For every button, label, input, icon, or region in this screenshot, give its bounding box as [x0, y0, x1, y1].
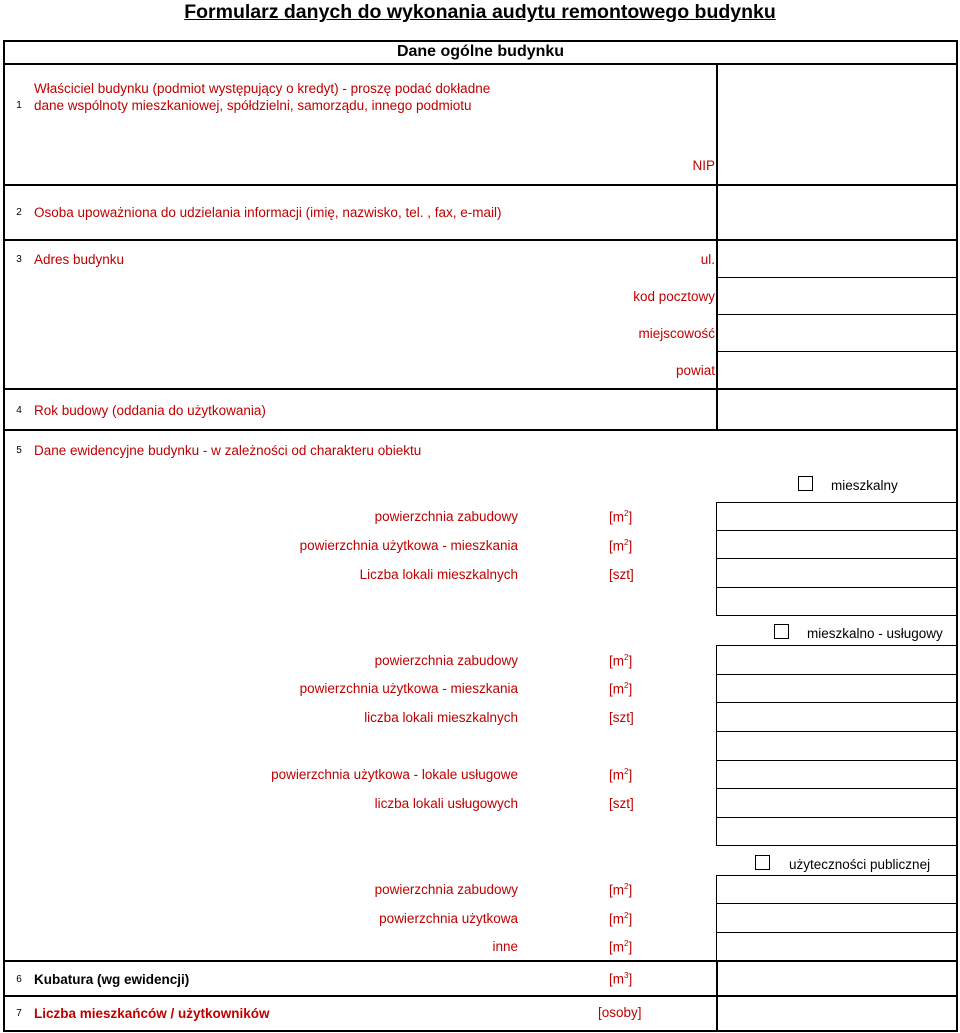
- nip-label: NIP: [692, 158, 715, 173]
- field-label: powierzchnia użytkowa - mieszkania: [299, 538, 518, 553]
- owner-input[interactable]: [718, 63, 958, 184]
- field-label: Liczba lokali mieszkalnych: [359, 567, 518, 582]
- city-label: miejscowość: [638, 326, 715, 341]
- county-label: powiat: [675, 363, 715, 378]
- postal-code-label: kod pocztowy: [633, 289, 715, 304]
- row-label-occupants: Liczba mieszkańców / użytkowników: [34, 1006, 270, 1021]
- divider: [716, 645, 717, 845]
- row-number: 3: [16, 254, 22, 265]
- divider: [716, 875, 958, 876]
- row-label-build-year: Rok budowy (oddania do użytkowania): [34, 403, 266, 418]
- divider: [716, 845, 958, 846]
- type-label-public-use: użyteczności publicznej: [789, 857, 931, 872]
- checkbox-mixed-use[interactable]: [774, 624, 789, 639]
- row-label-contact: Osoba upoważniona do udzielania informacji (imię, nazwisko, tel. , fax, e-mail): [34, 205, 502, 220]
- unit-label: $[m^2]$: [609, 882, 633, 898]
- unit-label: $[m^3]$: [609, 971, 633, 987]
- divider: [717, 277, 958, 278]
- field-label: powierzchnia użytkowa - lokale usługowe: [271, 767, 518, 782]
- divider: [716, 788, 958, 789]
- divider: [716, 530, 958, 531]
- unit-label: $[m^2]$: [609, 653, 633, 669]
- volume-input[interactable]: [718, 962, 958, 995]
- row-label-registry: Dane ewidencyjne budynku - w zależności od charakteru obiektu: [34, 443, 422, 458]
- row-number: 6: [16, 974, 22, 985]
- row-label-owner: Właściciel budynku (podmiot występujący o kredyt) - proszę podać dokładne dane wspólnoty mieszkaniowej, spółdzielni, samorządu, innego podmiotu: [34, 81, 491, 113]
- field-label: liczba lokali usługowych: [374, 796, 518, 811]
- row-number: 2: [16, 207, 22, 218]
- field-label: powierzchnia użytkowa - mieszkania: [299, 681, 518, 696]
- build-year-input[interactable]: [718, 390, 958, 429]
- unit-label: [osoby]: [598, 1005, 642, 1020]
- row-number: 4: [16, 405, 22, 416]
- street-label: ul.: [700, 252, 715, 267]
- type-label-residential: mieszkalny: [831, 478, 898, 493]
- field-label: inne: [492, 939, 518, 954]
- divider: [716, 817, 958, 818]
- divider: [716, 615, 958, 616]
- section-title: Dane ogólne budynku: [396, 43, 565, 60]
- divider: [716, 502, 717, 616]
- form-title: Formularz danych do wykonania audytu remontowego budynku: [184, 1, 776, 23]
- row-number: 7: [16, 1008, 22, 1019]
- field-label: powierzchnia zabudowy: [374, 882, 518, 897]
- field-label: powierzchnia użytkowa: [379, 911, 518, 926]
- divider: [716, 760, 958, 761]
- contact-input[interactable]: [718, 186, 958, 239]
- row-number: 1: [16, 100, 22, 111]
- checkbox-residential[interactable]: [798, 476, 813, 491]
- unit-label: [szt]: [609, 567, 634, 582]
- divider: [716, 645, 958, 646]
- unit-label: $[m^2]$: [609, 767, 633, 783]
- divider: [716, 903, 958, 904]
- divider: [717, 314, 958, 315]
- divider: [3, 429, 958, 431]
- checkbox-public-use[interactable]: [755, 855, 770, 870]
- type-label-mixed-use: mieszkalno - usługowy: [807, 626, 943, 641]
- divider: [716, 587, 958, 588]
- divider: [717, 351, 958, 352]
- row-label-address: Adres budynku: [34, 252, 125, 267]
- divider: [716, 702, 958, 703]
- unit-label: $[m^2]$: [609, 538, 633, 554]
- unit-label: [szt]: [609, 796, 634, 811]
- field-label: liczba lokali mieszkalnych: [364, 710, 518, 725]
- field-label: powierzchnia zabudowy: [374, 653, 518, 668]
- divider: [716, 558, 958, 559]
- divider: [716, 674, 958, 675]
- unit-label: $[m^2]$: [609, 939, 633, 955]
- field-label: powierzchnia zabudowy: [374, 509, 518, 524]
- unit-label: $[m^2]$: [609, 911, 633, 927]
- divider: [716, 932, 958, 933]
- divider: [716, 875, 717, 961]
- unit-label: $[m^2]$: [609, 509, 633, 525]
- divider: [3, 239, 958, 241]
- row-number: 5: [16, 445, 22, 456]
- unit-label: $[m^2]$: [609, 681, 633, 697]
- unit-label: [szt]: [609, 710, 634, 725]
- row-label-volume: Kubatura (wg ewidencji): [34, 972, 190, 987]
- occupants-input[interactable]: [718, 997, 958, 1030]
- divider: [716, 502, 958, 503]
- divider: [716, 731, 958, 732]
